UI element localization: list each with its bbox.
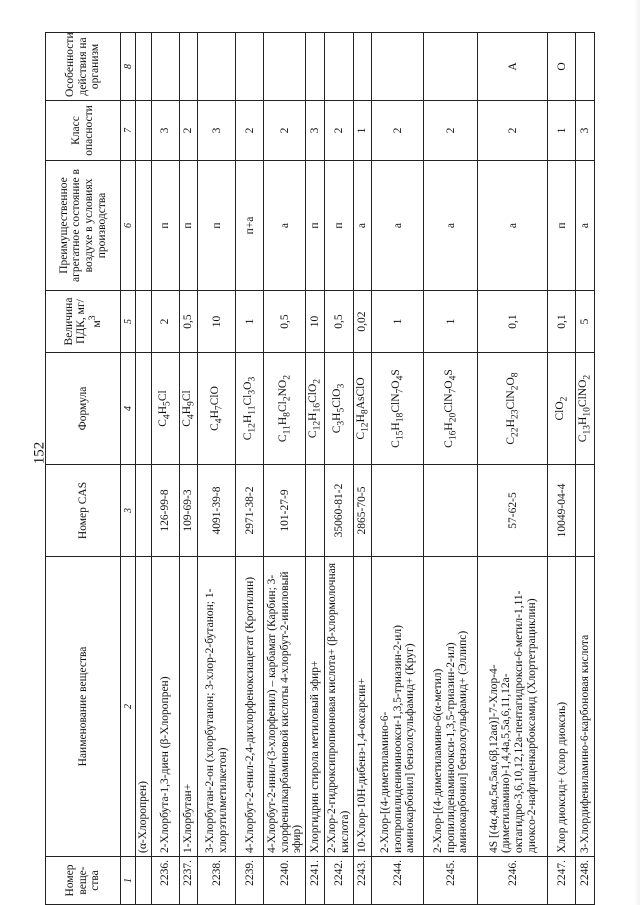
cell-formula: $C_4H_5Cl$: [151, 353, 179, 465]
cell-features: [151, 33, 179, 101]
cell-pdk: 1: [236, 291, 264, 353]
cell-class: 3: [198, 101, 236, 161]
cell-state: п: [198, 161, 236, 291]
cell-pdk: 10: [306, 291, 325, 353]
table-row: [372, 33, 424, 905]
cell-pdk: 1: [424, 291, 478, 353]
cell-pdk: 0,5: [325, 291, 353, 353]
cell-formula: $C_{22}H_{23}ClN_2O_8$: [478, 353, 548, 465]
table-row: [424, 33, 478, 905]
cell-formula: $C_{12}H_8AsClO$: [353, 353, 372, 465]
cell-number: 2237.: [179, 857, 198, 905]
cell-number: 2245.: [424, 857, 478, 905]
header-features: Особенности действия на организм: [46, 33, 121, 101]
cell-pdk: 0,5: [179, 291, 198, 353]
cell-name: 10-Хлор-10Н-дибенз-1,4-оксарсин+: [353, 557, 372, 857]
cell-class: 2: [179, 101, 198, 161]
column-number: 1: [121, 857, 136, 905]
cell-features: О: [548, 33, 576, 101]
cell-cas: 109-69-3: [179, 465, 198, 557]
cell-cas: 101-27-9: [264, 465, 306, 557]
cell-class: 2: [325, 101, 353, 161]
cell-class: 3: [576, 101, 595, 161]
cell-state: [136, 161, 152, 291]
cell-state: а: [576, 161, 595, 291]
cell-features: [325, 33, 353, 101]
table-row: [548, 33, 576, 905]
cell-number: 2241.: [306, 857, 325, 905]
cell-cas: 10049-04-4: [548, 465, 576, 557]
cell-formula: [136, 353, 152, 465]
cell-number: [136, 857, 152, 905]
cell-formula: $C_{12}H_{11}Cl_3O_3$: [236, 353, 264, 465]
cell-state: п: [548, 161, 576, 291]
column-number: 6: [121, 161, 136, 291]
cell-features: [353, 33, 372, 101]
cell-name: 4-Хлорбут-2-инил-(3-хлорфенил) – карбамат (Карбин; 3-хлорфенилкарбаминовой кислоты 4-хлорбут-2-иниловый эфир): [264, 557, 306, 857]
cell-number: 2238.: [198, 857, 236, 905]
cell-state: п: [306, 161, 325, 291]
cell-cas: [372, 465, 424, 557]
cell-features: [424, 33, 478, 101]
cell-pdk: 2: [151, 291, 179, 353]
cell-name: 2-Хлор-[(4-диметиламино-6-изопропилидениминоокси-1,3,5-триазин-2-ил) аминокарбонил] бензолсульфамид+ (Круг): [372, 557, 424, 857]
cell-cas: [424, 465, 478, 557]
cell-formula: $C_3H_5ClO_3$: [325, 353, 353, 465]
header-name: Наименование вещества: [46, 557, 121, 857]
cell-state: а: [478, 161, 548, 291]
cell-class: [136, 101, 152, 161]
cell-name: Хлор диоксид+ (хлор диоксиь): [548, 557, 576, 857]
header-class: Класс опасности: [46, 101, 121, 161]
cell-class: 1: [548, 101, 576, 161]
cell-cas: [136, 465, 152, 557]
cell-features: [264, 33, 306, 101]
cell-class: 2: [372, 101, 424, 161]
cell-state: п: [325, 161, 353, 291]
table-row: [325, 33, 353, 905]
column-number: 8: [121, 33, 136, 101]
table-row: [306, 33, 325, 905]
cell-cas: 35060-81-2: [325, 465, 353, 557]
cell-cas: 2865-70-5: [353, 465, 372, 557]
cell-cas: 57-62-5: [478, 465, 548, 557]
cell-pdk: 0,1: [478, 291, 548, 353]
cell-state: а: [372, 161, 424, 291]
cell-name: 1-Хлорбутан+: [179, 557, 198, 857]
header-formula: Формула: [46, 353, 121, 465]
cell-pdk: 0,1: [548, 291, 576, 353]
cell-class: 1: [353, 101, 372, 161]
cell-formula: $C_4H_7ClO$: [198, 353, 236, 465]
cell-class: 2: [478, 101, 548, 161]
cell-pdk: 0,02: [353, 291, 372, 353]
cell-name: Хлоргидрин стирола метиловый эфир+: [306, 557, 325, 857]
cell-pdk: 10: [198, 291, 236, 353]
cell-cas: 2971-38-2: [236, 465, 264, 557]
cell-name: 2-Хлорбута-1,3-диен (β-Хлоропрен): [151, 557, 179, 857]
cell-name: 3-Хлорбутан-2-он (хлорбутанон; 3-хлор-2-бутанон; 1-хлорэтилметилкетон): [198, 557, 236, 857]
hygienic-standards-table: [45, 32, 595, 905]
cell-state: п: [179, 161, 198, 291]
header-row: [46, 33, 121, 905]
cell-number: 2246.: [478, 857, 548, 905]
column-number: 4: [121, 353, 136, 465]
header-cas: Номер CAS: [46, 465, 121, 557]
cell-number: 2242.: [325, 857, 353, 905]
table-row: [264, 33, 306, 905]
cell-formula: $C_{11}H_8Cl_2NO_2$: [264, 353, 306, 465]
cell-formula: $C_{12}H_{16}ClO_2$: [306, 353, 325, 465]
table-body: [136, 33, 595, 905]
cell-name: (α-Хлоропрен): [136, 557, 152, 857]
cell-number: 2239.: [236, 857, 264, 905]
cell-state: а: [424, 161, 478, 291]
cell-name: 2-Хлор-2-гидроксипропионовая кислота+ (β-хлормолочная кислота): [325, 557, 353, 857]
cell-features: [576, 33, 595, 101]
cell-state: а: [353, 161, 372, 291]
cell-class: 3: [151, 101, 179, 161]
header-num: Номер веще-ства: [46, 857, 121, 905]
cell-state: п+а: [236, 161, 264, 291]
table-row: [478, 33, 548, 905]
table-row: [353, 33, 372, 905]
cell-cas: 4091-39-8: [198, 465, 236, 557]
cell-state: а: [264, 161, 306, 291]
cell-cas: 126-99-8: [151, 465, 179, 557]
table-row: [179, 33, 198, 905]
cell-features: [306, 33, 325, 101]
cell-name: 4S [(4α,4aα,5α,5aα,6β,12aα)]-7-Хлор-4-(диметиламино)-1,4,4a,5,5a,6,11,12a-октагидро-3,6,10,12,12a-пентагидрокси-6-метил-1,11-диоксо-2-нафтаценкарбоксамид (Хлортетрациклин): [478, 557, 548, 857]
cell-features: [236, 33, 264, 101]
cell-pdk: [136, 291, 152, 353]
cell-features: [372, 33, 424, 101]
cell-pdk: 5: [576, 291, 595, 353]
cell-class: 2: [424, 101, 478, 161]
rotated-table-container: [45, 33, 623, 905]
cell-formula: $C_{13}H_{10}ClNO_2$: [576, 353, 595, 465]
cell-pdk: 1: [372, 291, 424, 353]
cell-formula: $C_{15}H_{18}ClN_7O_4S$: [372, 353, 424, 465]
cell-pdk: 0,5: [264, 291, 306, 353]
column-number: 7: [121, 101, 136, 161]
cell-number: 2236.: [151, 857, 179, 905]
cell-name: 2-Хлор-[(4-диметиламино-6(α-метил) пропилиденаминоокси-1,3,5-триазин-2-ил) аминокарбонил] бензолсульфамид+ (Эллипс): [424, 557, 478, 857]
cell-number: 2244.: [372, 857, 424, 905]
header-state: Преимущественное агрегатное состояние в воздухе в условиях производства: [46, 161, 121, 291]
cell-name: 4-Хлорбут-2-енил-2,4-дихлорфеноксиацетат (Кротилин): [236, 557, 264, 857]
table-row: [151, 33, 179, 905]
cell-formula: $C_4H_9Cl$: [179, 353, 198, 465]
cell-class: 3: [306, 101, 325, 161]
cell-number: 2247.: [548, 857, 576, 905]
cell-number: 2248.: [576, 857, 595, 905]
cell-features: [136, 33, 152, 101]
cell-formula: $C_{16}H_{20}ClN_7O_4S$: [424, 353, 478, 465]
scan-edge: [634, 0, 640, 905]
cell-state: п: [151, 161, 179, 291]
cell-name: 3-Хлордифениламино-6-карбоновая кислота: [576, 557, 595, 857]
cell-cas: [306, 465, 325, 557]
column-number-row: [121, 33, 136, 905]
table-row: [136, 33, 152, 905]
table-row: [198, 33, 236, 905]
cell-cas: [576, 465, 595, 557]
cell-class: 2: [264, 101, 306, 161]
column-number: 2: [121, 557, 136, 857]
table-row: [576, 33, 595, 905]
cell-features: [179, 33, 198, 101]
cell-number: 2243.: [353, 857, 372, 905]
column-number: 3: [121, 465, 136, 557]
page-number: 152: [31, 441, 48, 465]
cell-number: 2240.: [264, 857, 306, 905]
table-row: [236, 33, 264, 905]
column-number: 5: [121, 291, 136, 353]
cell-features: А: [478, 33, 548, 101]
cell-formula: ClO$_2$: [548, 353, 576, 465]
cell-class: 2: [236, 101, 264, 161]
header-pdk: Величина ПДК, $мг/м^3$: [46, 291, 121, 353]
cell-features: [198, 33, 236, 101]
